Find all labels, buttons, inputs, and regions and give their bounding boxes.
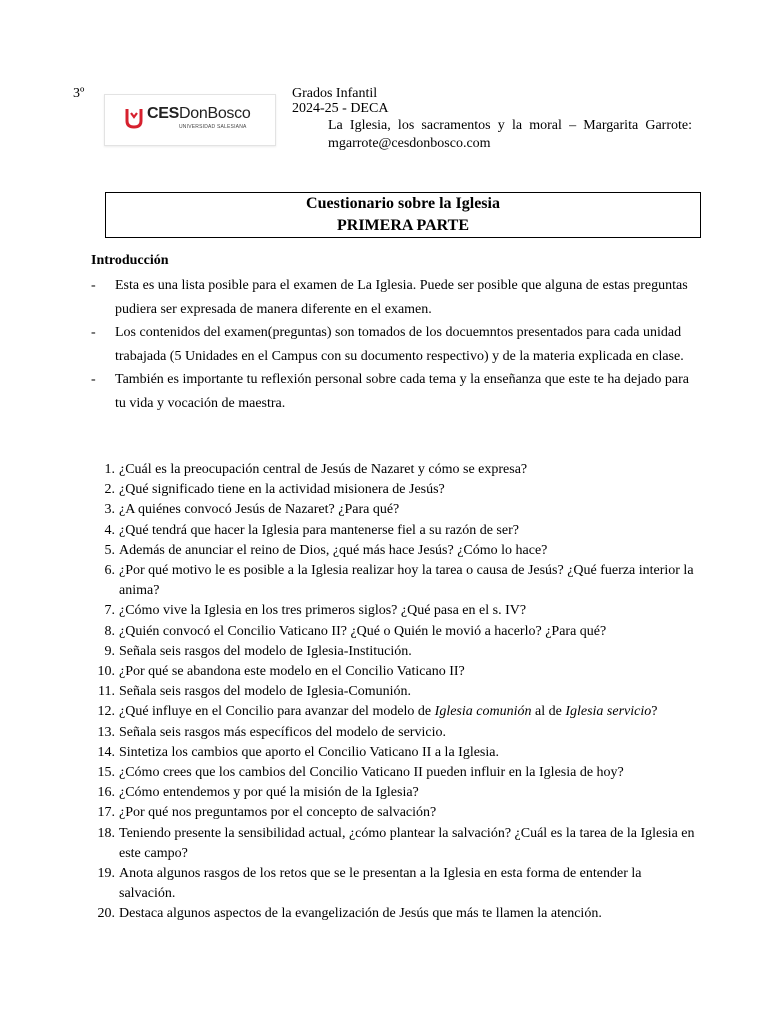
course-year: 3º [73,86,85,101]
document-subtitle: PRIMERA PARTE [336,217,470,234]
question-item: 4. ¿Qué tendrá que hacer la Iglesia para mantenerse fiel a su razón de ser? [104,522,519,538]
header-degree: Grados Infantil [292,86,378,101]
header-subject: La Iglesia, los sacramentos y la moral – Margarita Garrote: [328,118,692,133]
document-title: Cuestionario sobre la Iglesia [306,195,500,212]
question-item: 3. ¿A quiénes convocó Jesús de Nazaret? ¿Para qué? [104,502,400,518]
question-item: 6. ¿Por qué motivo le es posible a la Iglesia realizar hoy la tarea o causa de Jesús? ¿Qué fuerza interior la anima? [104,563,694,599]
question-item: 20. Destaca algunos aspectos de la evangelización de Jesús que más te llamen la atención. [97,906,602,922]
question-item: 13. Señala seis rasgos más específicos del modelo de servicio. [97,724,446,740]
question-item: 1. ¿Cuál es la preocupación central de Jesús de Nazaret y cómo se expresa? [104,462,528,477]
question-item: 17. ¿Por qué nos preguntamos por el concepto de salvación? [97,805,437,821]
question-item: 19. Anota algunos rasgos de los retos que se le presentan a la Iglesia en esta forma de entender la salvación. [97,866,642,902]
header-email: mgarrote@cesdonbosco.com [328,136,491,151]
title-box [105,192,701,238]
question-item: 12. ¿Qué influye en el Concilio para avanzar del modelo de Iglesia comunión al de Iglesia servicio? [97,704,658,720]
question-item: 11. Señala seis rasgos del modelo de Iglesia-Comunión. [98,684,411,700]
intro-bullet: - Los contenidos del examen(preguntas) son tomados de los docuemntos presentados para cada unidad trabajada (5 Unidades en el Campus con su documento respectivo) y de la materia explicada en clase. [91,325,684,364]
ces-donbosco-logo [104,94,276,146]
question-item: 8. ¿Quién convocó el Concilio Vaticano II? ¿Qué o Quién le movió a hacerlo? ¿Para qué? [104,623,607,639]
header-year: 2024-25 - DECA [292,101,389,116]
question-item: 5. Además de anunciar el reino de Dios, ¿qué más hace Jesús? ¿Cómo lo hace? [104,542,548,558]
question-item: 9. Señala seis rasgos del modelo de Iglesia-Institución. [104,643,412,659]
logo-subtitle: UNIVERSIDAD SALESIANA [179,124,247,130]
intro-bullet: - Esta es una lista posible para el examen de La Iglesia. Puede ser posible que alguna de estas preguntas pudiera ser expresada de manera diferente en el examen. [91,278,688,317]
question-item: 10. ¿Por qué se abandona este modelo en el Concilio Vaticano II? [97,664,465,680]
question-item: 18. Teniendo presente la sensibilidad actual, ¿cómo plantear la salvación? ¿Cuál es la tarea de la Iglesia en este campo? [97,825,695,861]
logo-wordmark: CESDonBosco [147,105,251,122]
intro-bullet-list [91,274,701,415]
question-item: 15. ¿Cómo crees que los cambios del Concilio Vaticano II pueden influir en la Iglesia de hoy? [97,765,624,781]
question-item: 7. ¿Cómo vive la Iglesia en los tres primeros siglos? ¿Qué pasa en el s. IV? [104,603,527,619]
intro-bullet: - También es importante tu reflexión personal sobre cada tema y la enseñanza que este te ha dejado para tu vida y vocación de maestra. [91,372,689,411]
question-item: 14. Sintetiza los cambios que aporto el Concilio Vaticano II a la Iglesia. [97,744,499,760]
intro-heading: Introducción [91,253,169,268]
question-list [91,460,701,925]
logo-mark-icon [125,107,143,129]
question-item: 2. ¿Qué significado tiene en la actividad misionera de Jesús? [104,482,445,498]
question-item: 16. ¿Cómo entendemos y por qué la misión de la Iglesia? [97,785,419,801]
